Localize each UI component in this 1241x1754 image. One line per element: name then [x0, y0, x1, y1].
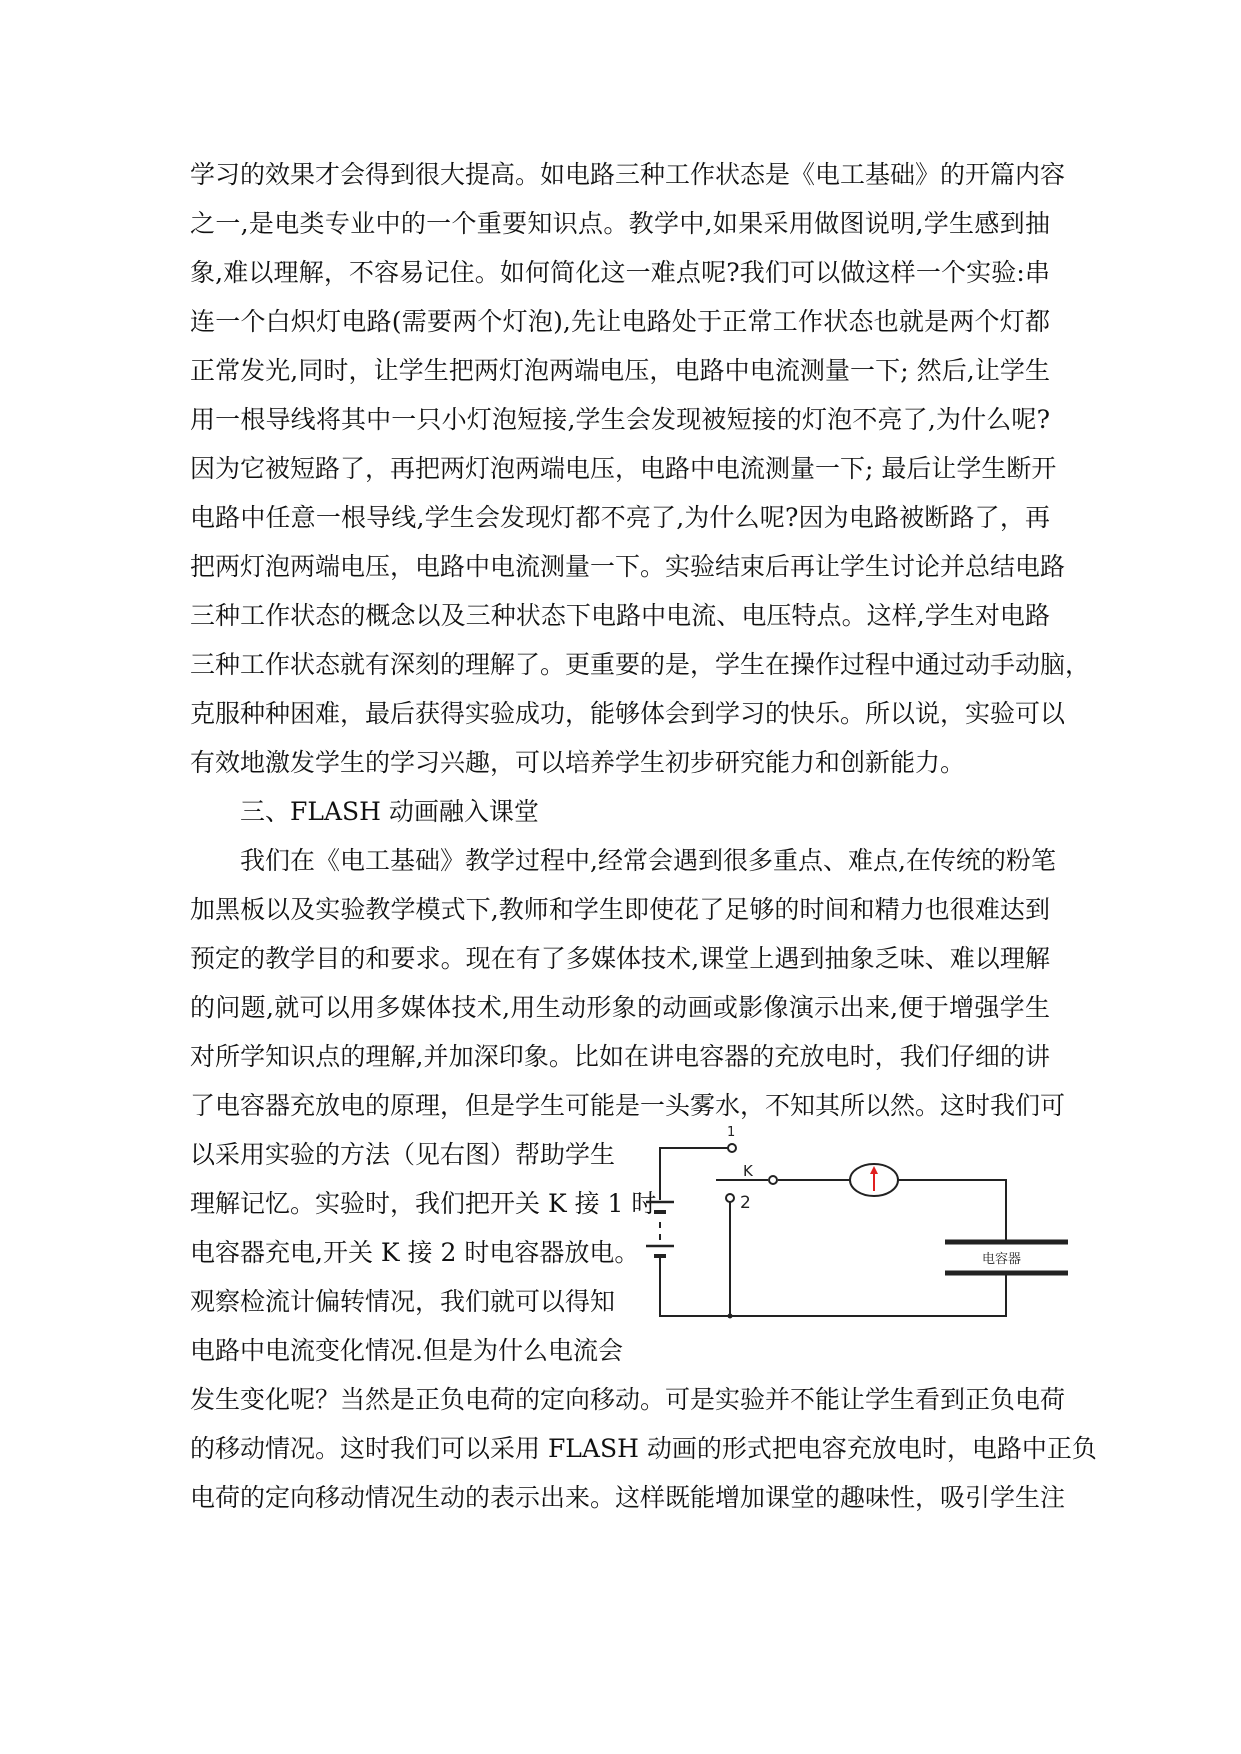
paragraph-line: 象,难以理解，不容易记住。如何简化这一难点呢?我们可以做这样一个实验:串 [190, 258, 1050, 287]
paragraph-line: 对所学知识点的理解,并加深印象。比如在讲电容器的充放电时，我们仔细的讲 [190, 1042, 1050, 1071]
paragraph-line: 三种工作状态的概念以及三种状态下电路中电流、电压特点。这样,学生对电路 [190, 601, 1050, 630]
wrap-line: 电容器充电,开关 K 接 2 时电容器放电。 [190, 1238, 640, 1267]
needle-arrow-icon [870, 1166, 878, 1174]
label-k: K [743, 1162, 753, 1180]
terminal-1 [728, 1144, 736, 1152]
section-heading: 三、FLASH 动画融入课堂 [240, 797, 539, 826]
paragraph-line: 因为它被短路了，再把两灯泡两端电压，电路中电流测量一下; 最后让学生断开 [190, 454, 1057, 483]
paragraph-line: 加黑板以及实验教学模式下,教师和学生即使花了足够的时间和精力也很难达到 [190, 895, 1050, 924]
paragraph-line: 了电容器充放电的原理，但是学生可能是一头雾水，不知其所以然。这时我们可 [190, 1091, 1066, 1120]
junction-dot [728, 1314, 733, 1319]
paragraph-line: 我们在《电工基础》教学过程中,经常会遇到很多重点、难点,在传统的粉笔 [240, 846, 1056, 875]
wrap-line: 观察检流计偏转情况，我们就可以得知 [190, 1287, 616, 1316]
paragraph-line: 用一根导线将其中一只小灯泡短接,学生会发现被短接的灯泡不亮了,为什么呢? [190, 405, 1050, 434]
paragraph-line: 有效地激发学生的学习兴趣，可以培养学生初步研究能力和创新能力。 [190, 748, 966, 777]
wrap-line: 以采用实验的方法（见右图）帮助学生 [190, 1140, 616, 1169]
paragraph-line: 预定的教学目的和要求。现在有了多媒体技术,课堂上遇到抽象乏味、难以理解 [190, 944, 1050, 973]
paragraph-line: 正常发光,同时，让学生把两灯泡两端电压，电路中电流测量一下; 然后,让学生 [190, 356, 1050, 385]
terminal-2 [726, 1194, 734, 1202]
capacitor-label: 电容器 [982, 1252, 1022, 1267]
paragraph-line: 的问题,就可以用多媒体技术,用生动形象的动画或影像演示出来,便于增强学生 [190, 993, 1050, 1022]
paragraph-line: 的移动情况。这时我们可以采用 FLASH 动画的形式把电容充放电时，电路中正负 [190, 1434, 1097, 1463]
paragraph-line: 之一,是电类专业中的一个重要知识点。教学中,如果采用做图说明,学生感到抽 [190, 209, 1050, 238]
wrap-line: 理解记忆。实验时，我们把开关 K 接 1 时 [190, 1189, 657, 1218]
wrap-line: 电路中电流变化情况.但是为什么电流会 [190, 1336, 623, 1365]
paragraph-line: 连一个白炽灯电路(需要两个灯泡),先让电路处于正常工作状态也就是两个灯都 [190, 307, 1050, 336]
label-1: 1 [727, 1125, 736, 1140]
paragraph-line: 把两灯泡两端电压，电路中电流测量一下。实验结束后再让学生讨论并总结电路 [190, 552, 1066, 581]
paragraph-line: 电荷的定向移动情况生动的表示出来。这样既能增加课堂的趣味性，吸引学生注 [190, 1483, 1066, 1512]
label-2: 2 [740, 1193, 751, 1213]
wire-bottom [660, 1258, 1006, 1316]
paragraph-line: 学习的效果才会得到很大提高。如电路三种工作状态是《电工基础》的开篇内容 [190, 160, 1066, 189]
capacitor-circuit-diagram [620, 1120, 1070, 1350]
paragraph-line: 电路中任意一根导线,学生会发现灯都不亮了,为什么呢?因为电路被断路了，再 [190, 503, 1050, 532]
terminal-switch [769, 1176, 777, 1184]
paragraph-line: 三种工作状态就有深刻的理解了。更重要的是，学生在操作过程中通过动手动脑， [190, 650, 1091, 679]
paragraph-line: 发生变化呢？当然是正负电荷的定向移动。可是实验并不能让学生看到正负电荷 [190, 1385, 1066, 1414]
wire-top-left [660, 1148, 730, 1200]
wire-right-top [898, 1180, 1006, 1240]
paragraph-line: 克服种种困难，最后获得实验成功，能够体会到学习的快乐。所以说，实验可以 [190, 699, 1066, 728]
